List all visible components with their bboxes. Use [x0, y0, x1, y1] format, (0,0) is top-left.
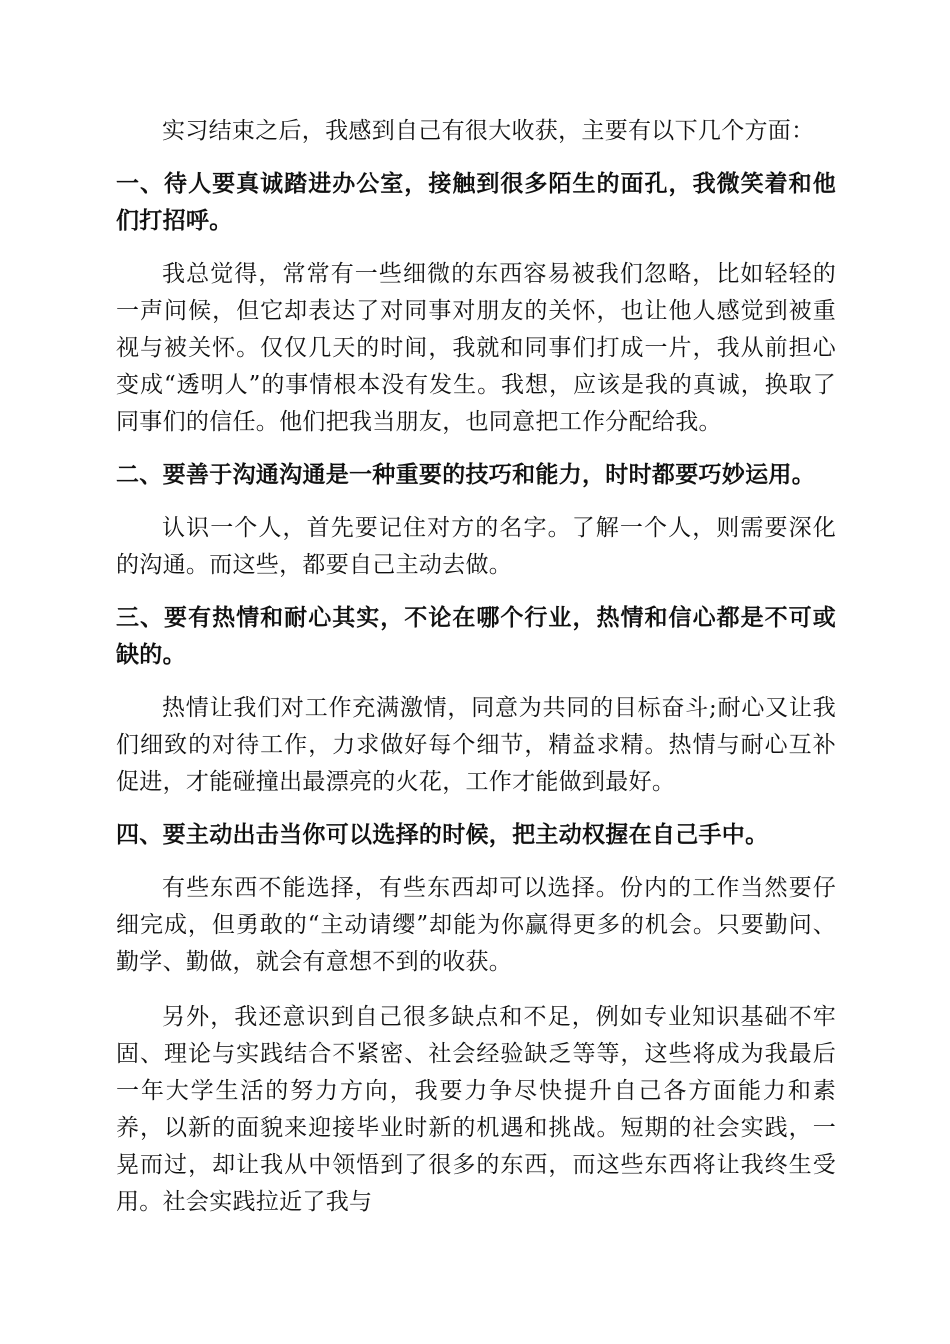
section-4-paragraph: 有些东西不能选择，有些东西却可以选择。份内的工作当然要仔细完成，但勇敢的“主动请缨”却能为你赢得更多的机会。只要勤问、勤学、勤做，就会有意想不到的收获。 — [116, 875, 836, 975]
section-1-heading: 一、待人要真诚踏进办公室，接触到很多陌生的面孔，我微笑着和他们打招呼。 — [116, 171, 836, 234]
closing-paragraph: 另外，我还意识到自己很多缺点和不足，例如专业知识基础不牢固、理论与实践结合不紧密、社会经验缺乏等等，这些将成为我最后一年大学生活的努力方向，我要力争尽快提升自己各方面能力和素养，以新的面貌来迎接毕业时新的机遇和挑战。短期的社会实践，一晃而过，却让我从中领悟到了很多的东西，而这些东西将让我终生受用。社会实践拉近了我与 — [116, 1004, 836, 1215]
section-2-heading: 二、要善于沟通沟通是一种重要的技巧和能力，时时都要巧妙运用。 — [116, 462, 815, 488]
section-4-heading: 四、要主动出击当你可以选择的时候，把主动权握在自己手中。 — [116, 822, 769, 848]
document-body — [116, 113, 836, 1221]
section-1-paragraph: 我总觉得，常常有一些细微的东西容易被我们忽略，比如轻轻的一声问候，但它却表达了对同事对朋友的关怀，也让他人感觉到被重视与被关怀。仅仅几天的时间，我就和同事们打成一片，我从前担心变成“透明人”的事情根本没有发生。我想，应该是我的真诚，换取了同事们的信任。他们把我当朋友，也同意把工作分配给我。 — [116, 261, 836, 435]
intro-paragraph: 实习结束之后，我感到自己有很大收获，主要有以下几个方面： — [162, 118, 815, 144]
section-3-paragraph: 热情让我们对工作充满激情，同意为共同的目标奋斗;耐心又让我们细致的对待工作，力求做好每个细节，精益求精。热情与耐心互补促进，才能碰撞出最漂亮的火花，工作才能做到最好。 — [116, 695, 836, 795]
section-2-paragraph: 认识一个人，首先要记住对方的名字。了解一个人，则需要深化的沟通。而这些，都要自己主动去做。 — [116, 515, 836, 578]
section-3-heading: 三、要有热情和耐心其实，不论在哪个行业，热情和信心都是不可或缺的。 — [116, 605, 836, 668]
